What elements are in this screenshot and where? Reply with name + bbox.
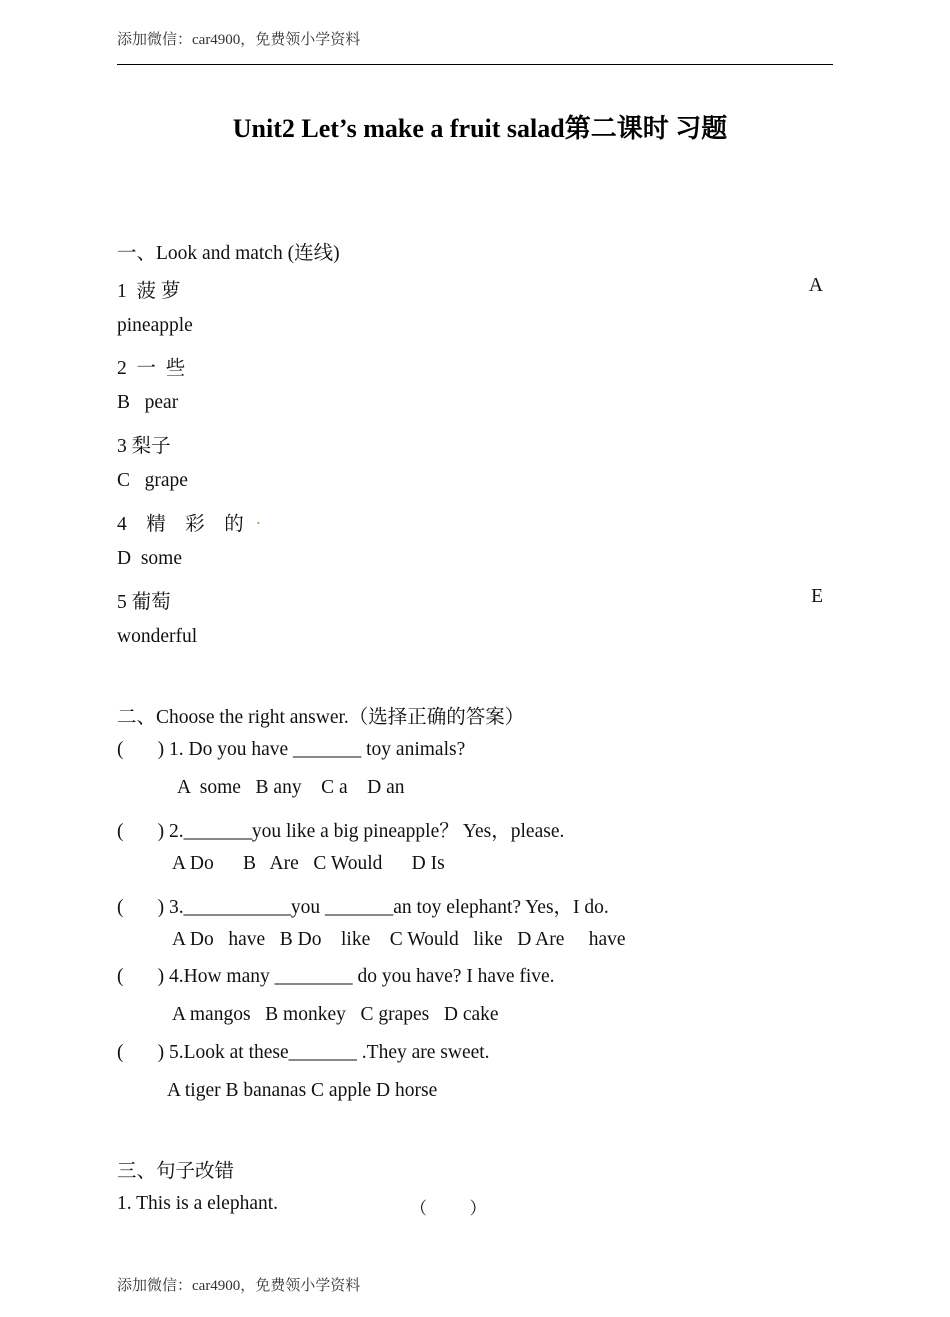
question-5: ( ) 5.Look at these_______ .They are sweet. [117,1042,490,1063]
match-row-5: 3 梨子 [117,436,171,457]
question-2: ( ) 2._______you like a big pineapple？ Yes，please. [117,821,565,842]
match-row-7-mark: . [256,508,261,529]
page-header: 添加微信：car4900，免费领小学资料 [117,32,361,48]
question-1-options: A some B any C a D an [177,777,405,798]
match-row-9: 5 葡萄 [117,592,171,613]
match-row-4: B pear [117,392,179,413]
section2-heading: 二、Choose the right answer.（选择正确的答案） [117,707,525,728]
section3-heading: 三、句子改错 [117,1161,235,1182]
section1-heading: 一、Look and match (连线) [117,243,340,264]
match-row-9-letter: E [811,586,823,607]
question-5-options: A tiger B bananas C apple D horse [167,1080,438,1101]
question-3: ( ) 3.___________you _______an toy elephant? Yes，I do. [117,897,609,918]
match-row-10: wonderful [117,626,198,647]
match-row-7: 4 精 彩 的 [117,514,244,535]
header-rule [117,64,833,65]
page-footer: 添加微信：car4900，免费领小学资料 [117,1278,361,1294]
correction-sentence-1: 1. This is a elephant. [117,1193,279,1214]
match-row-2: pineapple [117,315,193,336]
question-4: ( ) 4.How many ________ do you have? I have five. [117,966,555,987]
question-3-options: A Do have B Do like C Would like D Are have [172,929,626,950]
question-2-options: A Do B Are C Would D Is [172,853,445,874]
question-1: ( ) 1. Do you have _______ toy animals? [117,739,466,760]
match-row-1: 1 菠 萝 [117,281,181,302]
page-title: Unit2 Let’s make a fruit salad第二课时 习题 [232,114,728,143]
question-4-options: A mangos B monkey C grapes D cake [172,1004,499,1025]
match-row-3: 2 一 些 [117,358,186,379]
correction-blank-1: （ ） [410,1199,487,1218]
match-row-8: D some [117,548,182,569]
match-row-1-letter: A [808,275,823,296]
match-row-6: C grape [117,470,188,491]
